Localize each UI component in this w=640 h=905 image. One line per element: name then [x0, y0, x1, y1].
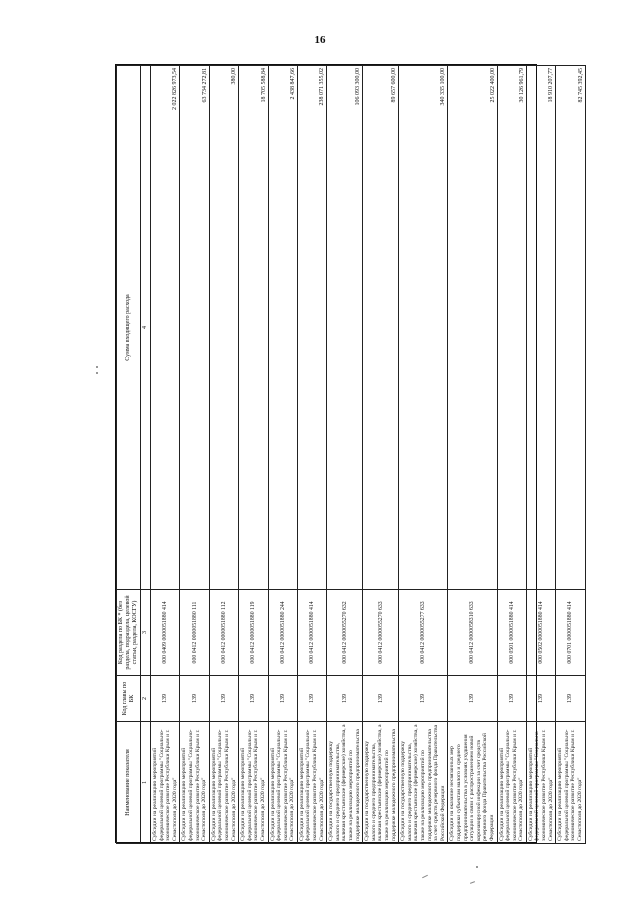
row-code-cell: 000 0412 0000051880 111: [180, 590, 209, 676]
column-number: 2: [141, 676, 151, 722]
row-amount-cell: 2 022 826 973,54: [151, 66, 180, 590]
row-amount-cell: 340 335 100,00: [399, 66, 448, 590]
row-amount-cell: 238 071 355,02: [297, 66, 326, 590]
row-chapter-cell: 139: [151, 676, 180, 722]
header-code: Код раздела по БК * (без раздела, подраздела, целевой статьи, раздела, КОСГУ): [117, 590, 141, 676]
scan-speck: [470, 881, 475, 884]
table-row: [399, 66, 448, 844]
row-chapter-cell: 139: [448, 676, 497, 722]
scan-speck: [476, 866, 478, 868]
scan-speck: [422, 875, 428, 878]
row-name-cell: Субсидии на государственную поддержку малого и среднего предпринимательства, включая крестьянские (фермерские) хозяйства, а также на реализацию мероприятий по поддержке молодежного предпринимательства за счет средств резервного фонда Правительства Российской Федерации: [399, 722, 448, 844]
row-code-cell: 000 0412 0000055277 633: [399, 590, 448, 676]
row-chapter-cell: 139: [327, 676, 363, 722]
row-amount-cell: 18 705 588,84: [239, 66, 268, 590]
row-chapter-cell: 139: [399, 676, 448, 722]
row-amount-cell: 25 022 400,00: [448, 66, 497, 590]
row-name-cell: Субсидии на реализацию мероприятий федеральной целевой программы "Социально-экономическое развитие Республики Крым и г. Севастополя до 2020 года": [556, 722, 585, 844]
row-amount-cell: 106 093 300,00: [327, 66, 363, 590]
row-code-cell: 000 0412 0000051880 112: [209, 590, 238, 676]
table-row: [239, 66, 268, 844]
column-number: 4: [141, 66, 151, 590]
table-row: [209, 66, 238, 844]
row-chapter-cell: 139: [497, 676, 526, 722]
row-chapter-cell: 139: [239, 676, 268, 722]
row-code-cell: 000 0502 0000051880 414: [526, 590, 555, 676]
row-name-cell: Субсидии на реализацию мероприятий федеральной целевой программы "Социально-экономическое развитие Республики Крым и г. Севастополя до 2020 года": [526, 722, 555, 844]
table-row: [327, 66, 363, 844]
table-row: [180, 66, 209, 844]
row-chapter-cell: 139: [180, 676, 209, 722]
row-amount-cell: 2 438 847,66: [268, 66, 297, 590]
row-name-cell: Субсидии на реализацию мероприятий федеральной целевой программы "Социально-экономическое развитие Республики Крым и г. Севастополя до 2020 года": [209, 722, 238, 844]
row-code-cell: 000 0412 0000055270 632: [327, 590, 363, 676]
row-chapter-cell: 139: [363, 676, 399, 722]
table-body: [151, 66, 586, 844]
row-amount-cell: 30 126 961,79: [497, 66, 526, 590]
page-number: 16: [314, 34, 326, 46]
column-number: 3: [141, 590, 151, 676]
row-chapter-cell: 139: [297, 676, 326, 722]
table-row: [526, 66, 555, 844]
row-chapter-cell: 139: [526, 676, 555, 722]
row-name-cell: Субсидии на оказание несвязанных мер поддержки субъектам малого и среднего предпринимательства в условиях ухудшения ситуации в связи с распространением новой коронавирусной инфекции за счет средств резервного фонда Правительства Российской Федерации: [448, 722, 497, 844]
row-code-cell: 000 0701 0000051880 414: [556, 590, 585, 676]
row-name-cell: Субсидии на реализацию мероприятий федеральной целевой программы "Социально-экономическое развитие Республики Крым и г. Севастополя до 2020 года": [268, 722, 297, 844]
row-name-cell: Субсидии на государственную поддержку малого и среднего предпринимательства, включая крестьянские (фермерские) хозяйства, а также на реализацию мероприятий по поддержке молодежного предпринимательства: [363, 722, 399, 844]
header-chapter: Код главы по БК: [117, 676, 141, 722]
scan-speck: [96, 366, 98, 368]
row-code-cell: 000 0412 0000051880 119: [239, 590, 268, 676]
header-amount: Сумма входящего расхода: [117, 66, 141, 590]
table-header-row: [117, 66, 141, 844]
row-amount-cell: 63 734 272,81: [180, 66, 209, 590]
row-code-cell: 000 0501 0000051880 414: [497, 590, 526, 676]
row-chapter-cell: 139: [556, 676, 585, 722]
table-row: [363, 66, 399, 844]
table-row: [268, 66, 297, 844]
row-code-cell: 000 0412 0000055270 633: [363, 590, 399, 676]
table-row: [151, 66, 180, 844]
row-amount-cell: 89 657 600,00: [363, 66, 399, 590]
header-name: Наименование показателя: [117, 722, 141, 844]
row-name-cell: Субсидии на реализацию мероприятий федеральной целевой программы "Социально-экономическое развитие Республики Крым и г. Севастополя до 2020 года": [180, 722, 209, 844]
row-name-cell: Субсидии на реализацию мероприятий федеральной целевой программы "Социально-экономическое развитие Республики Крым и г. Севастополя до 2020 года": [151, 722, 180, 844]
row-amount-cell: 380,00: [209, 66, 238, 590]
budget-table: [115, 64, 584, 843]
row-code-cell: 000 0412 0000058310 633: [448, 590, 497, 676]
row-name-cell: Субсидии на реализацию мероприятий федеральной целевой программы "Социально-экономическое развитие Республики Крым и г. Севастополя до 2020 года": [239, 722, 268, 844]
scan-speck: [96, 372, 98, 374]
table-row: [556, 66, 585, 844]
row-name-cell: Субсидии на реализацию мероприятий федеральной целевой программы "Социально-экономическое развитие Республики Крым и г. Севастополя до 2020 года": [297, 722, 326, 844]
row-amount-cell: 18 910 207,77: [526, 66, 555, 590]
row-code-cell: 000 0409 0000051880 414: [151, 590, 180, 676]
column-number-row: [141, 66, 151, 844]
row-amount-cell: 82 745 392,45: [556, 66, 585, 590]
table-row: [297, 66, 326, 844]
row-code-cell: 000 0412 0000051880 244: [268, 590, 297, 676]
row-chapter-cell: 139: [209, 676, 238, 722]
row-chapter-cell: 139: [268, 676, 297, 722]
row-name-cell: Субсидии на реализацию мероприятий федеральной целевой программы "Социально-экономическое развитие Республики Крым и г. Севастополя до 2020 года": [497, 722, 526, 844]
table-row: [448, 66, 497, 844]
row-name-cell: Субсидии на государственную поддержку малого и среднего предпринимательства, включая крестьянские (фермерские) хозяйства, а также на реализацию мероприятий по поддержке молодежного предпринимательства: [327, 722, 363, 844]
column-number: 1: [141, 722, 151, 844]
row-code-cell: 000 0412 0000051880 414: [297, 590, 326, 676]
table-row: [497, 66, 526, 844]
